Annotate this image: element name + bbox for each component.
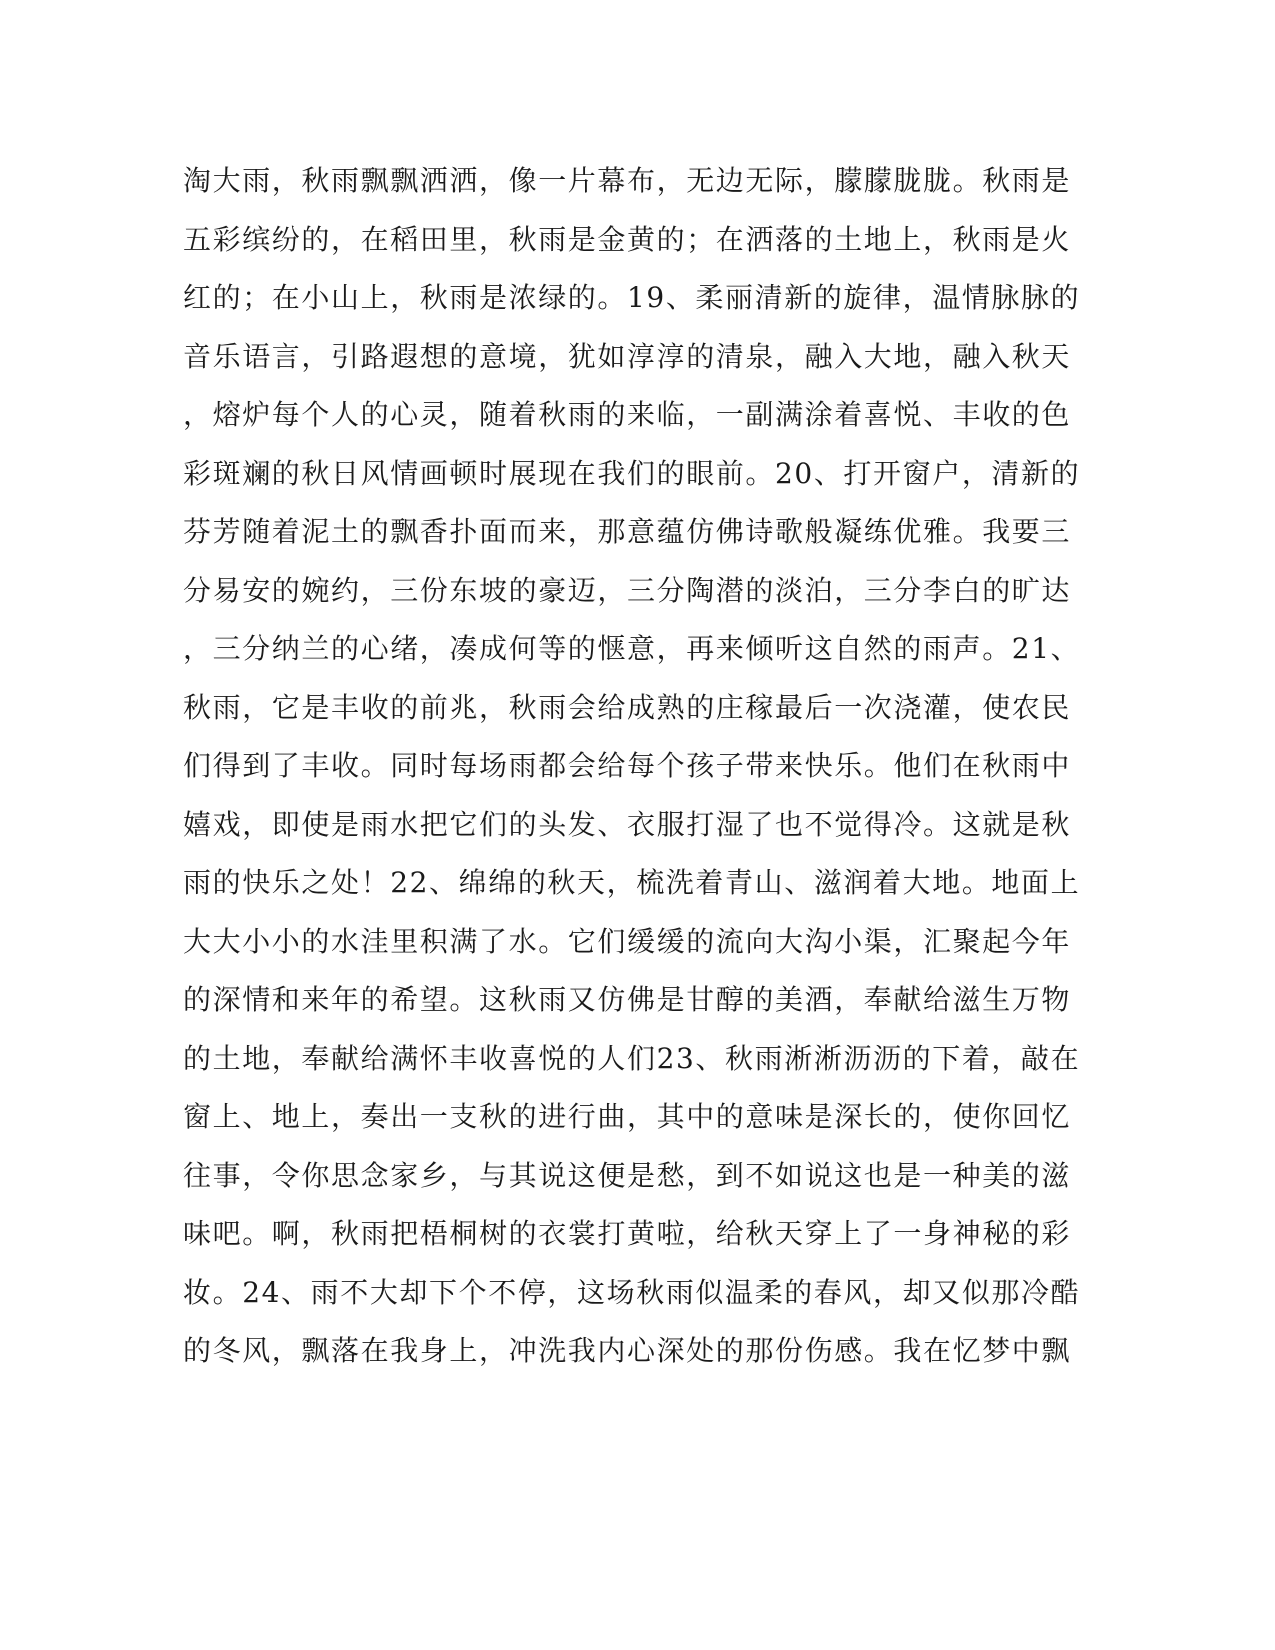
text-line: 雨的快乐之处！22、绵绵的秋天，梳洗着青山、滋润着大地。地面上 <box>183 866 1081 899</box>
text-line: 五彩缤纷的，在稻田里，秋雨是金黄的；在洒落的土地上，秋雨是火 <box>183 222 1072 256</box>
text-line: 秋雨，它是丰收的前兆，秋雨会给成熟的庄稼最后一次浇灌，使农民 <box>183 690 1072 724</box>
text-line: 妆。24、雨不大却下个不停，这场秋雨似温柔的春风，却又似那冷酷 <box>183 1275 1081 1309</box>
text-line: 淘大雨，秋雨飘飘洒洒，像一片幕布，无边无际，朦朦胧胧。秋雨是 <box>183 164 1072 197</box>
text-line: 分易安的婉约，三份东坡的豪迈，三分陶潜的淡泊，三分李白的旷达 <box>183 573 1072 607</box>
text-line: ，三分纳兰的心绪，凑成何等的惬意，再来倾听这自然的雨声。21、 <box>183 632 1081 665</box>
text-line: 芬芳随着泥土的飘香扑面而来，那意蕴仿佛诗歌般凝练优雅。我要三 <box>183 515 1072 548</box>
text-line: 大大小小的水洼里积满了水。它们缓缓的流向大沟小渠，汇聚起今年 <box>183 924 1072 958</box>
text-line: 的冬风，飘落在我身上，冲洗我内心深处的那份伤感。我在忆梦中飘 <box>183 1334 1072 1367</box>
text-line: 音乐语言，引路遐想的意境，犹如淳淳的清泉，融入大地，融入秋天 <box>183 339 1072 373</box>
text-line: 窗上、地上，奏出一支秋的进行曲，其中的意味是深长的，使你回忆 <box>183 1100 1072 1133</box>
text-line: 彩斑斓的秋日风情画顿时展现在我们的眼前。20、打开窗户，清新的 <box>183 456 1081 490</box>
text-line: ，熔炉每个人的心灵，随着秋雨的来临，一副满涂着喜悦、丰收的色 <box>183 398 1072 431</box>
text-line: 们得到了丰收。同时每场雨都会给每个孩子带来快乐。他们在秋雨中 <box>183 749 1072 782</box>
body-text <box>183 152 1081 1381</box>
text-line: 味吧。啊，秋雨把梧桐树的衣裳打黄啦，给秋天穿上了一身神秘的彩 <box>183 1217 1072 1250</box>
text-line: 嬉戏，即使是雨水把它们的头发、衣服打湿了也不觉得冷。这就是秋 <box>183 807 1072 841</box>
text-line: 的土地，奉献给满怀丰收喜悦的人们23、秋雨淅淅沥沥的下着，敲在 <box>183 1041 1081 1075</box>
text-line: 红的；在小山上，秋雨是浓绿的。19、柔丽清新的旋律，温情脉脉的 <box>183 281 1081 314</box>
text-line: 的深情和来年的希望。这秋雨又仿佛是甘醇的美酒，奉献给滋生万物 <box>183 983 1072 1016</box>
text-line: 往事，令你思念家乡，与其说这便是愁，到不如说这也是一种美的滋 <box>183 1158 1072 1192</box>
